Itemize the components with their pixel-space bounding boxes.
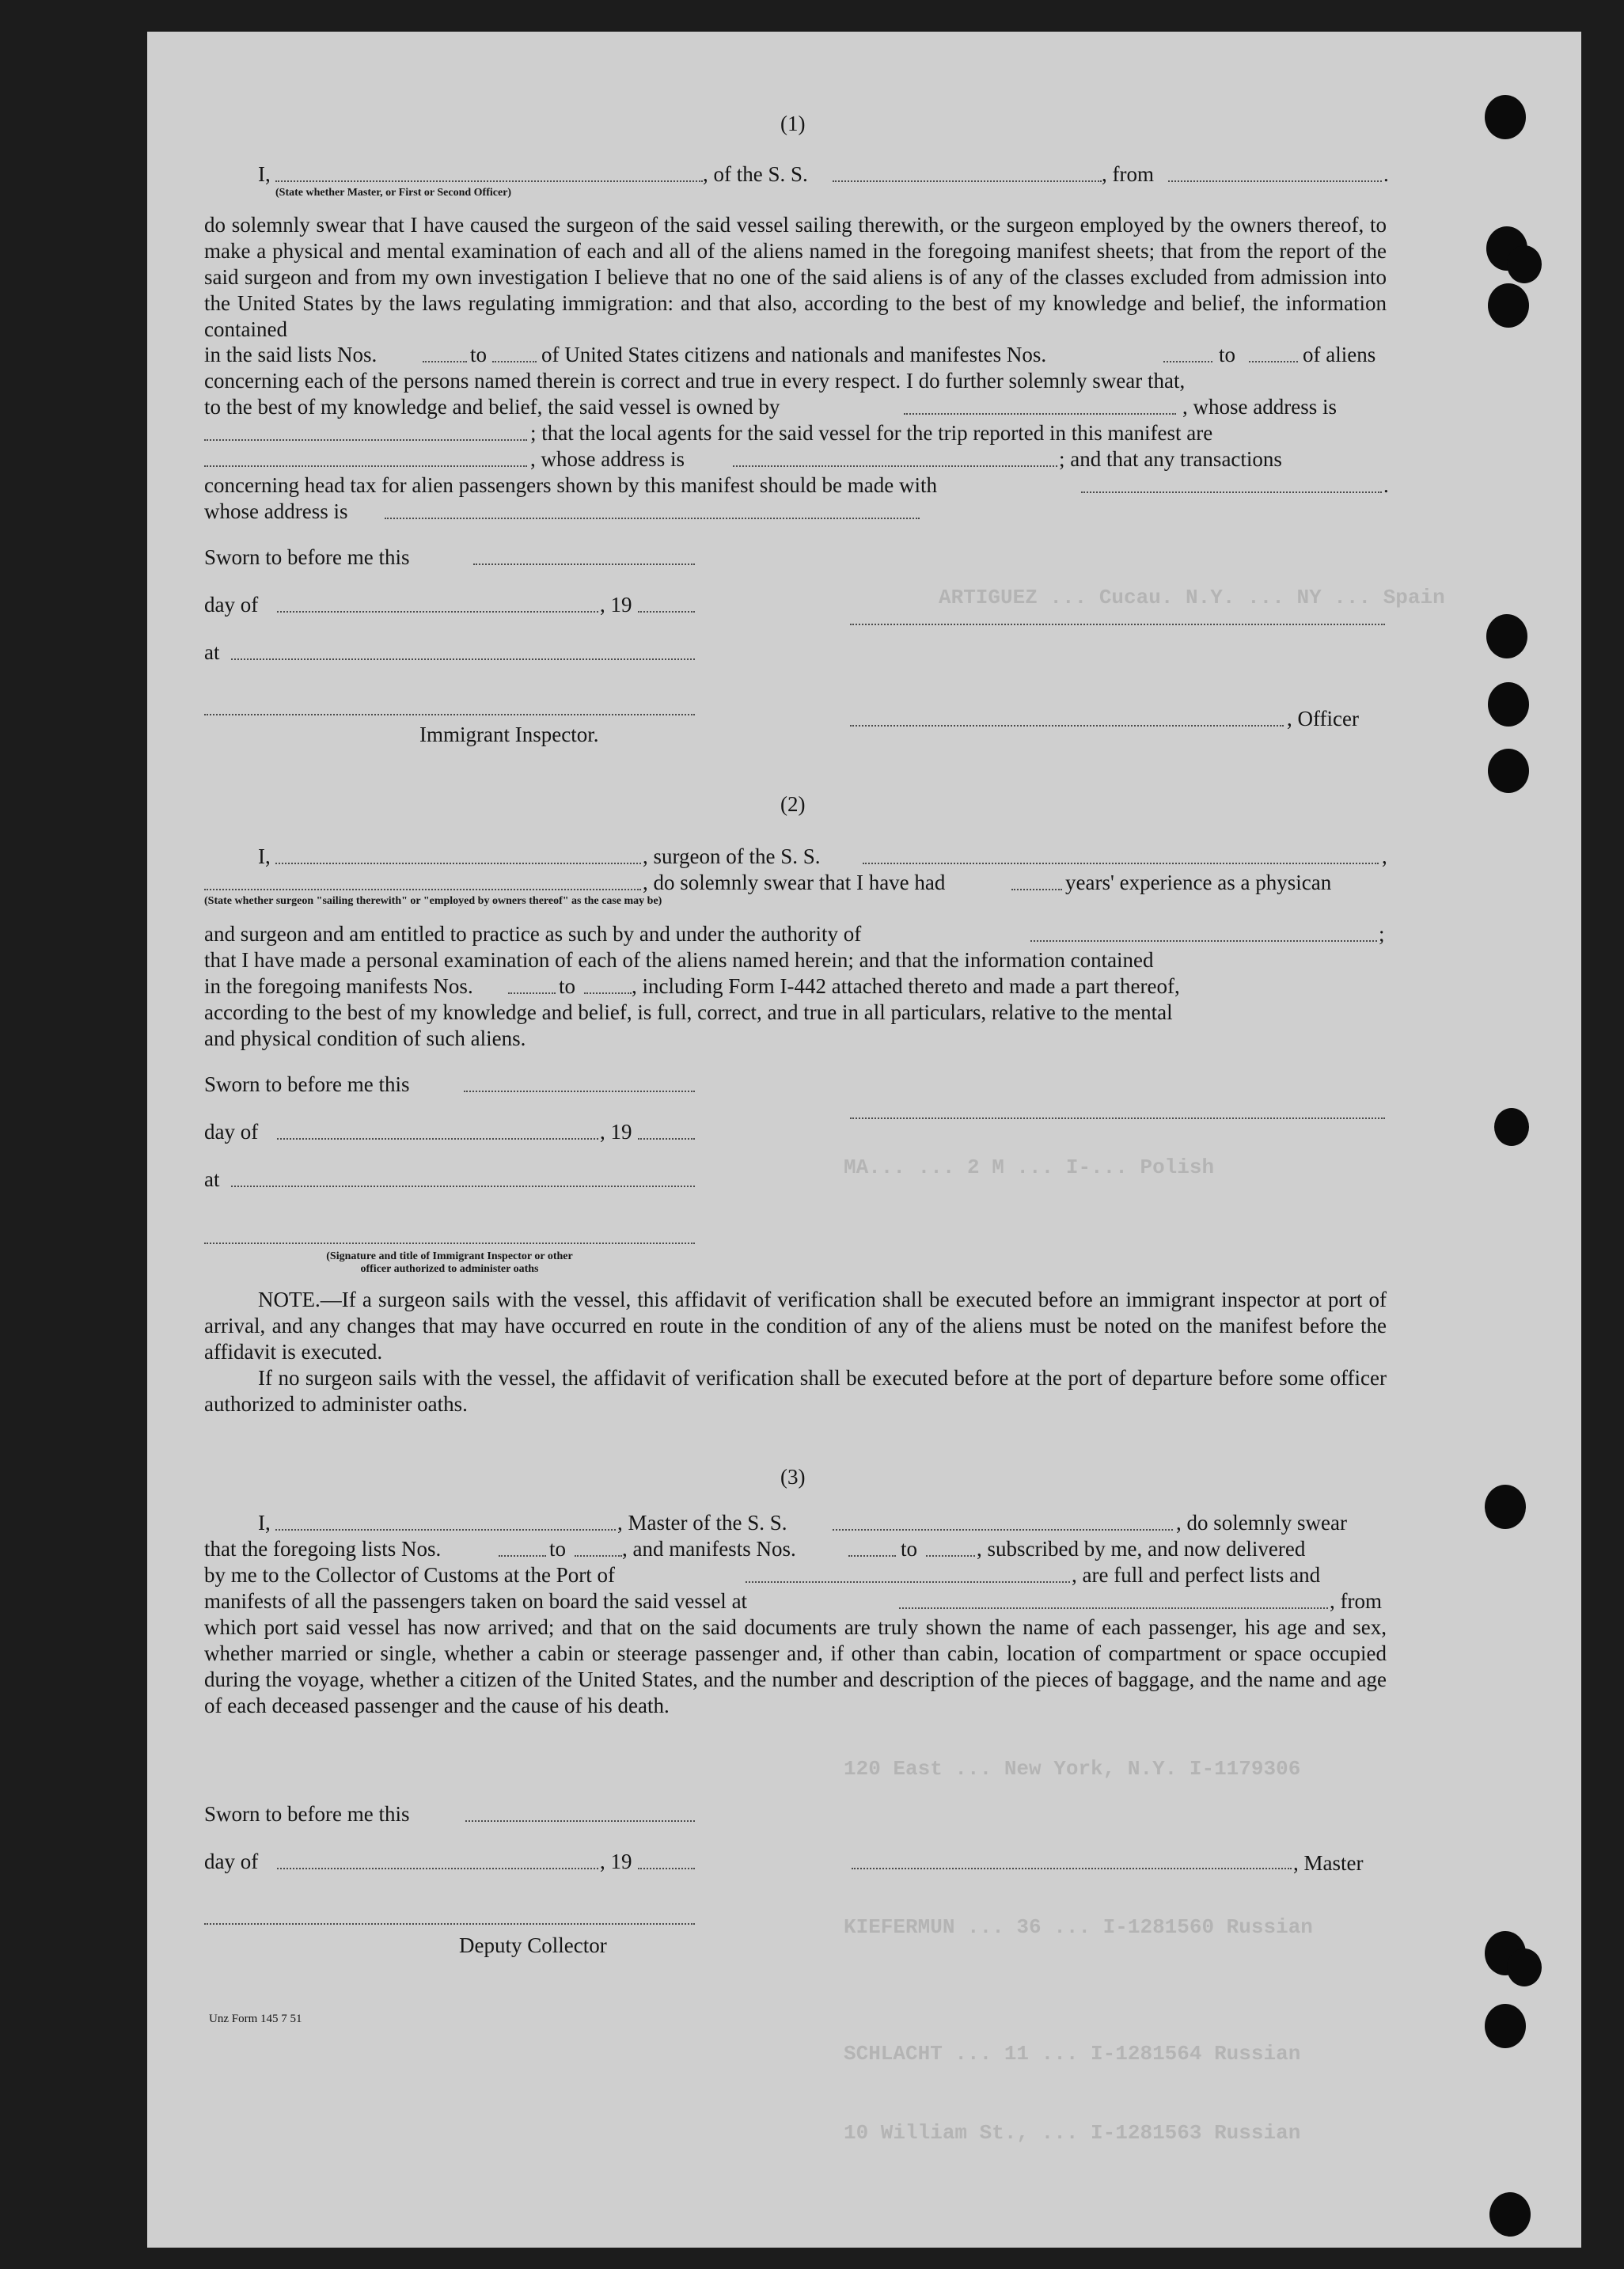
blank-field-years[interactable] <box>1011 889 1062 890</box>
blank-field-list-to[interactable] <box>492 361 537 362</box>
blank-field-name[interactable] <box>275 180 703 182</box>
blank-field-year[interactable] <box>638 1868 695 1869</box>
master-label: , Master <box>1293 1851 1364 1875</box>
blank-field-owner[interactable] <box>904 413 1176 415</box>
owned-by-label: to the best of my knowledge and belief, the said vessel is owned by <box>204 395 780 419</box>
sworn-label: Sworn to before me this <box>204 1802 410 1826</box>
year-label: , 19 <box>600 1850 632 1873</box>
blank-field-boarding-port[interactable] <box>899 1607 1328 1609</box>
form-page <box>147 32 1581 2248</box>
bleed-through-text: MA... ... 2 M ... I-... Polish <box>844 1155 1215 1179</box>
form-number: Unz Form 145 7 51 <box>209 2013 302 2025</box>
to-label: to <box>470 343 488 366</box>
manifests-label: manifests of all the passengers taken on board the said vessel at <box>204 1589 748 1613</box>
blank-field-manifest-to[interactable] <box>926 1555 975 1557</box>
punch-hole <box>1494 1108 1529 1146</box>
signature-line-officer-name[interactable] <box>850 725 1284 727</box>
blank-field-head-tax[interactable] <box>1081 491 1382 493</box>
at-label: at <box>204 640 220 664</box>
surgeon-label: , surgeon of the S. S. <box>643 844 821 868</box>
oath-i: I, <box>258 162 271 186</box>
blank-field-ship[interactable] <box>833 180 1102 182</box>
punch-hole <box>1488 749 1529 793</box>
blank-field-agents[interactable] <box>204 465 527 467</box>
blank-field-from[interactable] <box>1168 180 1382 182</box>
oath-i: I, <box>258 1511 271 1535</box>
note-paragraph: NOTE.—If a surgeon sails with the vessel, this affidavit of verification shall be executed before an immigrant inspector at port of arrival, and any changes that may have occurred en route in the condition of any of the aliens must be noted on the manifest before the affidavit is executed. <box>204 1288 1387 1364</box>
semicolon: ; <box>1379 922 1385 946</box>
transactions-label: ; and that any transactions <box>1059 447 1282 471</box>
sub-note: (State whether Master, or First or Second Officer) <box>275 187 512 199</box>
blank-field-day[interactable] <box>277 1138 598 1140</box>
oath-i: I, <box>258 844 271 868</box>
blank-field-authority[interactable] <box>1030 940 1377 942</box>
authority-label: and surgeon and am entitled to practice as such by and under the authority of <box>204 922 862 946</box>
blank-field-manifest-from[interactable] <box>848 1555 896 1557</box>
day-of-label: day of <box>204 593 259 617</box>
blank-field-master-ship[interactable] <box>833 1529 1173 1531</box>
lists-label: of United States citizens and nationals and manifestes Nos. <box>541 343 1047 366</box>
blank-field-manifest-from[interactable] <box>508 992 556 994</box>
manifests-label: , and manifests Nos. <box>622 1537 796 1561</box>
blank-field-master-name[interactable] <box>275 1529 616 1531</box>
blank-field-list-from[interactable] <box>499 1555 546 1557</box>
address-label: , whose address is <box>530 447 685 471</box>
blank-field-manifest-to[interactable] <box>584 992 632 994</box>
swear-label: , do solemnly swear <box>1176 1511 1347 1535</box>
blank-field-list-to[interactable] <box>575 1555 622 1557</box>
blank-field-day[interactable] <box>277 611 598 613</box>
day-of-label: day of <box>204 1850 259 1873</box>
ship-label: , of the S. S. <box>703 162 808 186</box>
sworn-label: Sworn to before me this <box>204 1072 410 1096</box>
blank-field-sworn-date[interactable] <box>473 563 695 565</box>
from-label: , from <box>1102 162 1154 186</box>
lists-label: , are full and perfect lists and <box>1072 1563 1321 1587</box>
blank-field-owner-address[interactable] <box>204 439 527 441</box>
bleed-through-text: 10 William St., ... I-1281563 Russian <box>844 2121 1301 2145</box>
swear-label: , do solemnly swear that I have had <box>643 871 946 894</box>
collector-title: Deputy Collector <box>459 1933 607 1957</box>
signature-line-surgeon[interactable] <box>850 1117 1385 1119</box>
inspector-label: Immigrant Inspector. <box>419 723 599 746</box>
address-label: whose address is <box>204 499 348 523</box>
punch-hole <box>1507 1948 1542 1986</box>
blank-field-surgeon-ship[interactable] <box>863 863 1379 864</box>
aliens-label: of aliens <box>1303 343 1376 366</box>
punch-hole <box>1488 283 1529 328</box>
collector-label: by me to the Collector of Customs at the Port of <box>204 1563 615 1587</box>
blank-field-year[interactable] <box>638 611 695 613</box>
to-label: to <box>549 1537 567 1561</box>
at-label: at <box>204 1167 220 1191</box>
blank-field-head-tax-address[interactable] <box>385 518 920 519</box>
bleed-through-text: ARTIGUEZ ... Cucau. N.Y. ... NY ... Spain <box>939 586 1445 609</box>
section-number: (3) <box>780 1465 806 1489</box>
signature-line-collector[interactable] <box>204 1923 695 1925</box>
blank-field-place[interactable] <box>231 658 695 660</box>
oath-line: according to the best of my knowledge and belief, is full, correct, and true in all particulars, relative to the mental <box>204 1000 1173 1024</box>
punch-hole <box>1488 682 1529 727</box>
period: . <box>1383 473 1389 497</box>
master-label: , Master of the S. S. <box>617 1511 787 1535</box>
head-tax-label: concerning head tax for alien passengers shown by this manifest should be made with <box>204 473 938 497</box>
to-label: to <box>901 1537 918 1561</box>
blank-field-surgeon-status[interactable] <box>204 889 641 890</box>
day-of-label: day of <box>204 1120 259 1144</box>
bleed-through-text: SCHLACHT ... 11 ... I-1281564 Russian <box>844 2042 1301 2066</box>
oath-line: and physical condition of such aliens. <box>204 1026 526 1050</box>
year-label: , 19 <box>600 593 632 617</box>
experience-label: years' experience as a physican <box>1065 871 1332 894</box>
sworn-label: Sworn to before me this <box>204 545 410 569</box>
signature-line-officer[interactable] <box>850 624 1385 625</box>
punch-hole <box>1485 2004 1526 2048</box>
punch-hole <box>1485 1485 1526 1529</box>
blank-field-surgeon-name[interactable] <box>275 863 641 864</box>
blank-field-manifest-to[interactable] <box>1249 361 1298 362</box>
blank-field-place[interactable] <box>231 1186 695 1187</box>
comma: , <box>1382 844 1387 868</box>
note-paragraph: If no surgeon sails with the vessel, the affidavit of verification shall be executed before at the port of departure before some officer authorized to administer oaths. <box>204 1366 1387 1416</box>
oath-body: do solemnly swear that I have caused the surgeon of the said vessel sailing therewith, or the surgeon employed by the owners thereof, to make a physical and mental examination of each and all of the aliens named in the foregoing manifest sheets; that from the report of the said surgeon and from my own investigation I believe that no one of the said aliens is of any of the classes excluded from admission into the United States by the laws regulating immigration: and that also, according to the best of my knowledge and belief, the information contained <box>204 213 1387 341</box>
bleed-through-text: 120 East ... New York, N.Y. I-1179306 <box>844 1757 1301 1781</box>
bleed-through-text: KIEFERMUN ... 36 ... I-1281560 Russian <box>844 1915 1313 1939</box>
blank-field-list-from[interactable] <box>423 361 467 362</box>
oath-line: concerning each of the persons named therein is correct and true in every respect. I do further solemnly swear that, <box>204 369 1186 393</box>
section-number: (2) <box>780 792 806 816</box>
section-number: (1) <box>780 112 806 135</box>
officer-label: , Officer <box>1287 707 1359 730</box>
oath-line: that I have made a personal examination of each of the aliens named herein; and that the information contained <box>204 948 1154 972</box>
from-label: , from <box>1330 1589 1382 1613</box>
manifests-label: , including Form I-442 attached thereto and made a part thereof, <box>632 974 1180 998</box>
blank-field-port[interactable] <box>746 1581 1070 1583</box>
signature-line-master[interactable] <box>852 1868 1292 1869</box>
signature-line-inspector[interactable] <box>204 1243 695 1244</box>
signature-note: officer authorized to administer oaths <box>360 1263 539 1275</box>
blank-field-sworn-date[interactable] <box>465 1820 695 1822</box>
lists-label: in the said lists Nos. <box>204 343 378 366</box>
oath-body: which port said vessel has now arrived; and that on the said documents are truly shown the name of each passenger, his age and sex, whether married or single, whether a cabin or steerage passenger and, if other than cabin, location of compartment or space occupied during the voyage, whether a citizen of the United States, and the number and description of the pieces of baggage, and the name and age of each deceased passenger and the cause of his death. <box>204 1615 1387 1717</box>
blank-field-agents-address[interactable] <box>733 465 1057 467</box>
blank-field-sworn-date[interactable] <box>464 1091 695 1092</box>
punch-hole <box>1486 614 1527 658</box>
signature-line-inspector[interactable] <box>204 714 695 715</box>
punch-hole <box>1507 245 1542 283</box>
blank-field-manifest-from[interactable] <box>1163 361 1212 362</box>
signature-note: (Signature and title of Immigrant Inspector or other <box>326 1250 573 1262</box>
agents-label: ; that the local agents for the said vessel for the trip reported in this manifest are <box>530 421 1213 445</box>
year-label: , 19 <box>600 1120 632 1144</box>
sub-note: (State whether surgeon "sailing therewith" or "employed by owners thereof" as the case may be) <box>204 895 662 907</box>
blank-field-day[interactable] <box>277 1868 598 1869</box>
period: . <box>1383 162 1389 186</box>
delivered-label: , subscribed by me, and now delivered <box>977 1537 1306 1561</box>
punch-hole <box>1485 95 1526 139</box>
manifests-label: in the foregoing manifests Nos. <box>204 974 473 998</box>
to-label: to <box>1219 343 1236 366</box>
punch-hole <box>1489 2192 1531 2237</box>
to-label: to <box>559 974 576 998</box>
lists-label: that the foregoing lists Nos. <box>204 1537 442 1561</box>
blank-field-year[interactable] <box>638 1138 695 1140</box>
address-label: , whose address is <box>1182 395 1337 419</box>
